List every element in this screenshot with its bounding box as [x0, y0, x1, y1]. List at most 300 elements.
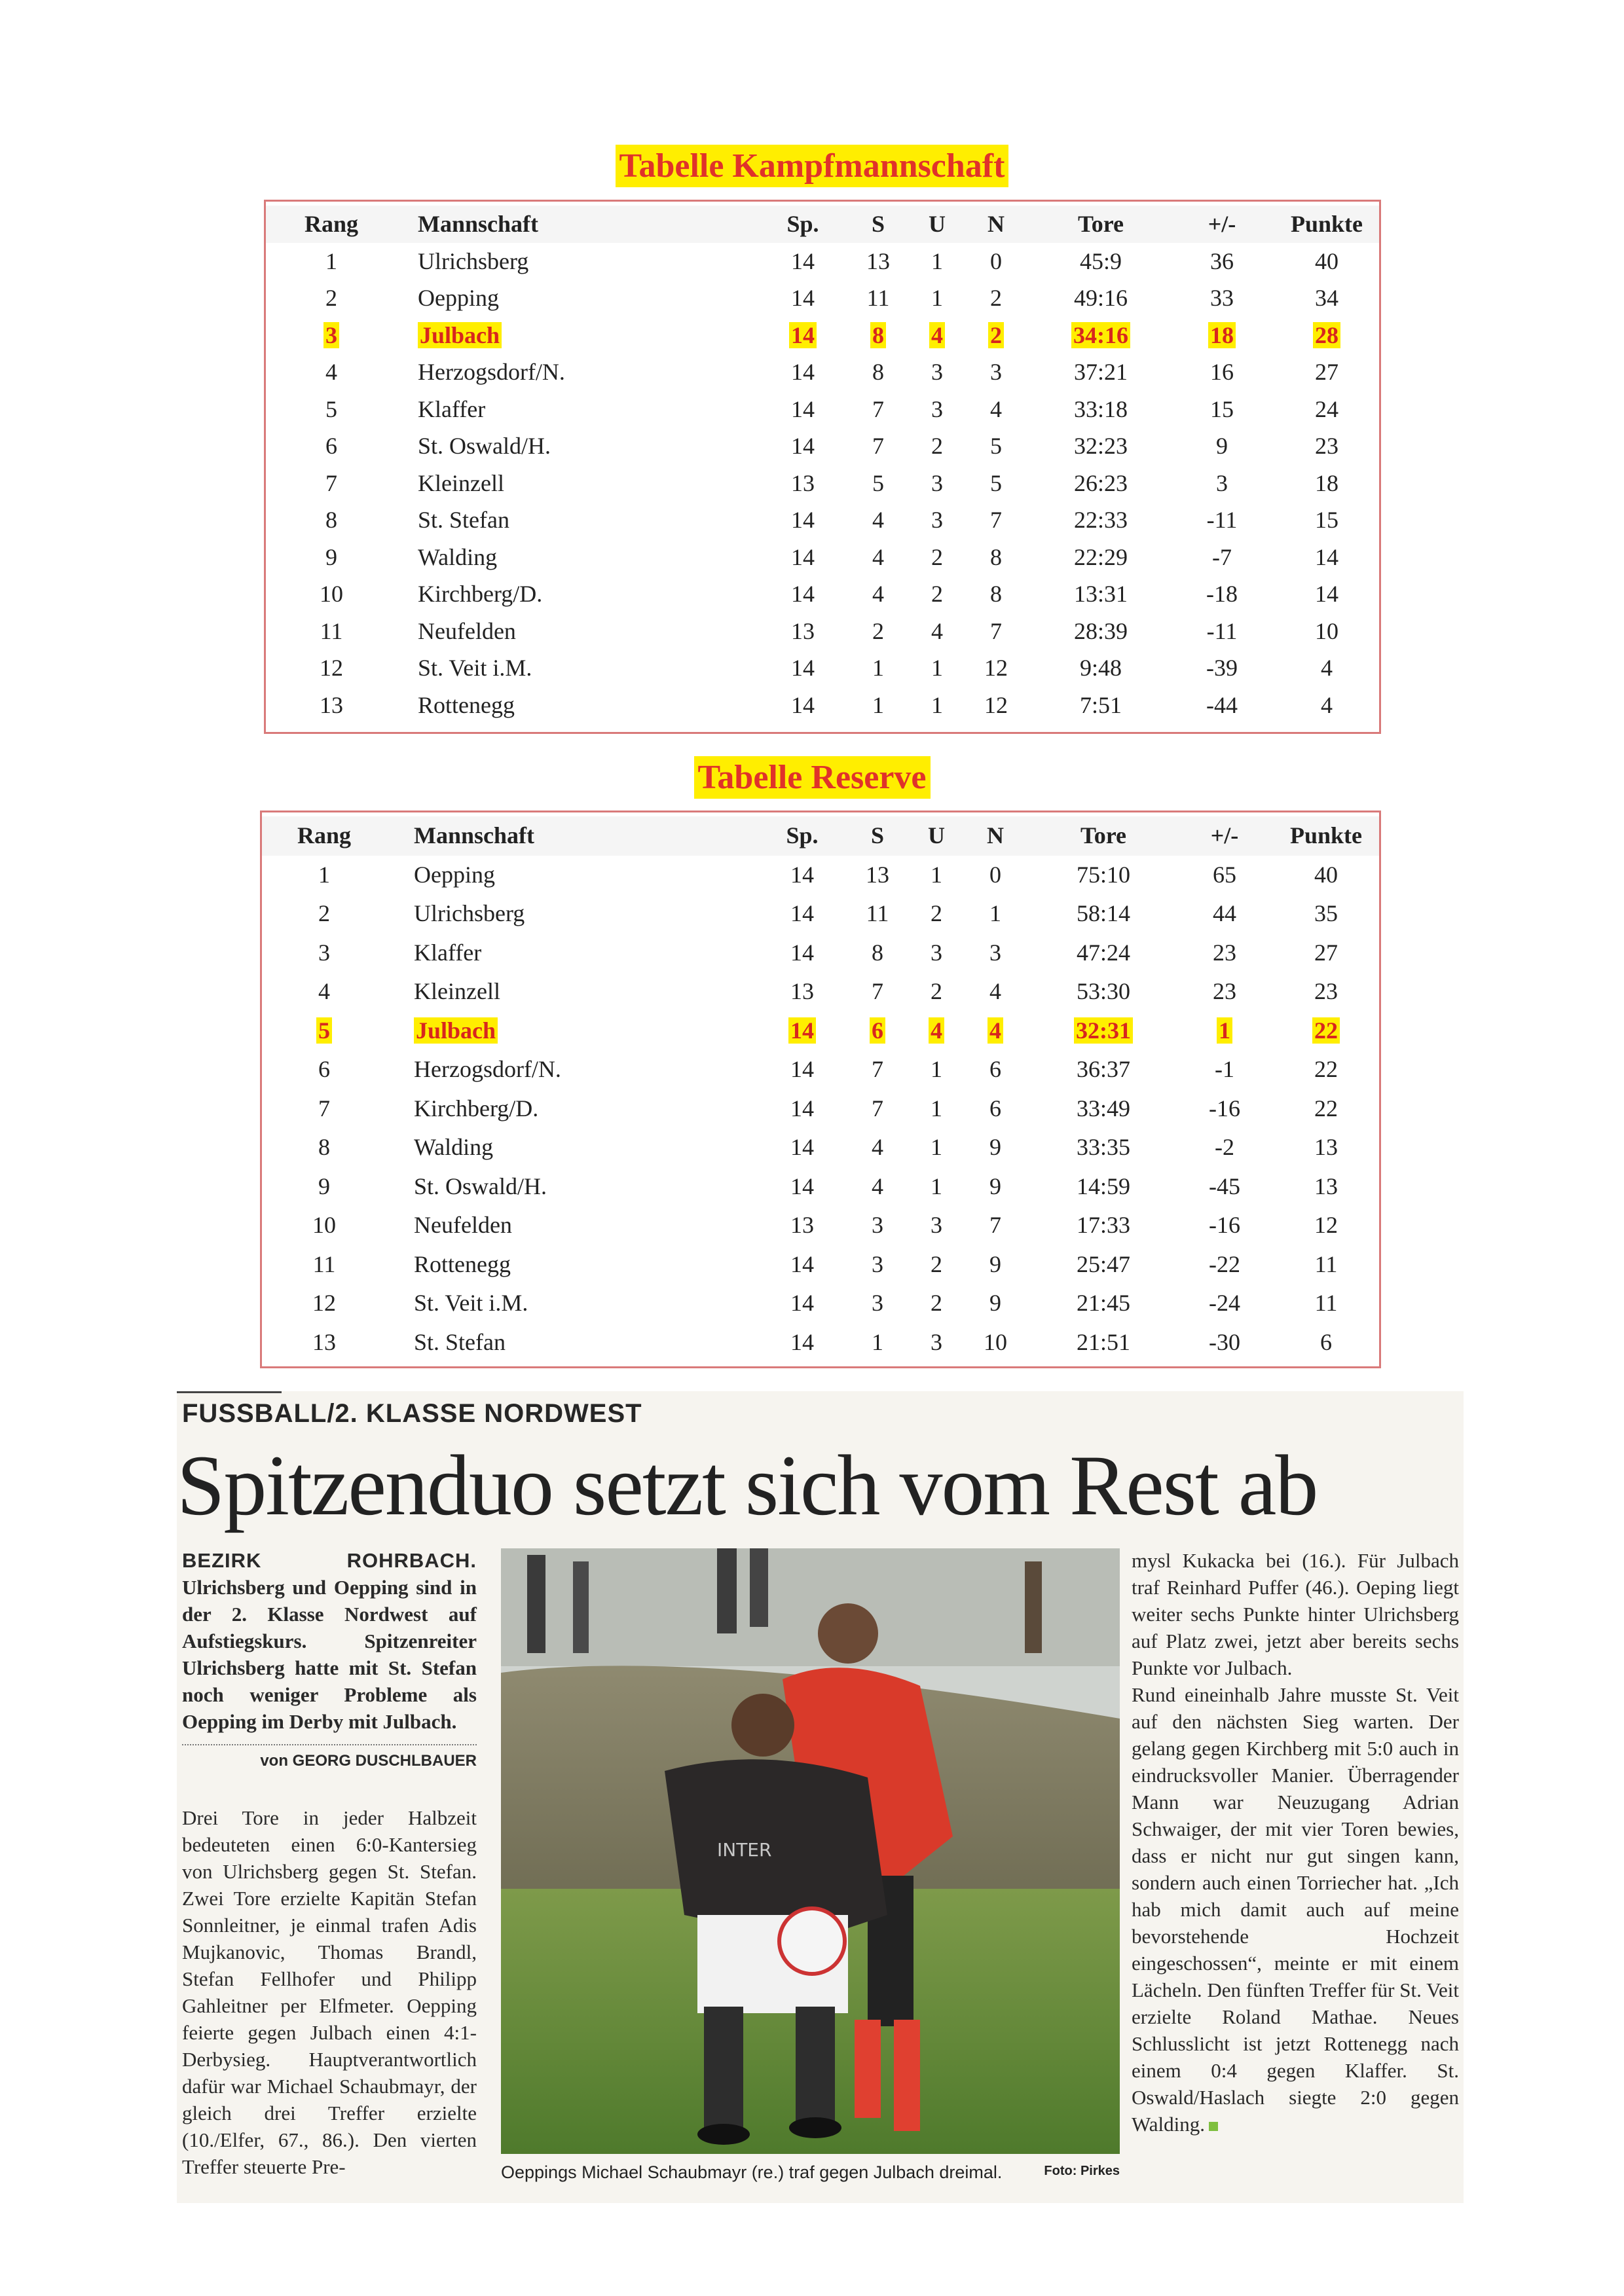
table-cell: 23: [1213, 978, 1236, 1004]
table-cell: 1: [325, 247, 337, 274]
table-row: [262, 1128, 1379, 1167]
table-cell: Klaffer: [418, 395, 486, 422]
table-cell: St. Veit i.M.: [418, 655, 532, 681]
table-header-row: [266, 206, 1379, 243]
table-cell: +/-: [1208, 211, 1236, 237]
table-cell: 6: [845, 1011, 910, 1051]
table-cell: 3: [931, 1328, 942, 1355]
table-cell: Herzogsdorf/N.: [418, 359, 565, 385]
table-cell: 5: [325, 395, 337, 422]
table-cell: -16: [1209, 1095, 1240, 1121]
table-cell: 47:24: [1076, 939, 1130, 966]
table-cell: Kleinzell: [414, 978, 500, 1004]
table-cell: 4: [990, 395, 1002, 422]
table-cell: 21:45: [1076, 1290, 1130, 1316]
table-cell: 1: [318, 861, 330, 888]
article-body-left: Drei Tore in jeder Halbzeit bedeuteten einen 6:0-Kantersieg von Ulrichsberg gegen St. Stefan. Zwei Tore erzielte Kapitän Stefan Sonnleitner, je einmal trafen Adis Mujkanovic, Thomas Brandl, Stefan Fellhofer und Philipp Gahleitner per Elfmeter. Oepping feierte gegen Julbach einen 4:1-Derbysieg. Hauptverantwortlich dafür war Michael Schaubmayr, der gleich drei Treffer erzielte (10./Elfer, 67., 86.). Den vierten Treffer steuerte Pre-: [182, 1806, 477, 2178]
table-cell: 53:30: [1076, 978, 1130, 1004]
table-cell: 3: [990, 359, 1002, 385]
table-cell: 5: [872, 469, 884, 496]
table-cell: 3: [1216, 469, 1228, 496]
table-cell: 22: [1280, 1011, 1372, 1051]
table-cell: 11: [312, 1250, 336, 1277]
table-cell: 34: [1315, 285, 1338, 311]
table-row: [266, 391, 1379, 428]
table-row: [262, 972, 1379, 1011]
football-players-image: [501, 1548, 1120, 2154]
table-cell: 75:10: [1076, 861, 1130, 888]
table-cell: St. Veit i.M.: [414, 1290, 528, 1316]
table-cell: St. Stefan: [414, 1328, 506, 1355]
table-cell: 5: [288, 1011, 360, 1051]
table-cell: 1: [931, 1173, 942, 1199]
table-cell: 8: [325, 507, 337, 533]
table-cell: 23: [1213, 939, 1236, 966]
table-cell: 14: [790, 1134, 814, 1160]
table-cell: 2: [872, 617, 884, 644]
table-cell: 40: [1315, 247, 1338, 274]
table-cell: 13: [320, 691, 343, 718]
table-cell: 3: [872, 1250, 883, 1277]
table-cell: 8: [318, 1134, 330, 1160]
table-cell: St. Oswald/H.: [414, 1173, 547, 1199]
table-cell: 6: [1320, 1328, 1332, 1355]
table-cell: 33: [1210, 285, 1234, 311]
kicker-rule: [177, 1391, 282, 1393]
table-cell: 9:48: [1079, 655, 1122, 681]
table-cell: 33:49: [1076, 1095, 1130, 1121]
table-cell: Ulrichsberg: [414, 900, 525, 926]
table-cell: 9: [989, 1290, 1001, 1316]
table-cell: 23: [1315, 433, 1338, 459]
table-cell: 3: [989, 939, 1001, 966]
table-cell: Kleinzell: [418, 469, 504, 496]
table-cell: 9: [318, 1173, 330, 1199]
table-cell: U: [928, 822, 945, 848]
table-cell: 10: [312, 1212, 336, 1238]
table-cell: 2: [963, 317, 1029, 354]
table-cell: 18: [1173, 317, 1271, 354]
article-column-right: [1132, 1547, 1459, 2138]
table-cell: 14: [791, 359, 815, 385]
table-cell: N: [987, 822, 1004, 848]
table-cell: 1: [931, 655, 943, 681]
table-cell: 14: [1315, 543, 1338, 570]
table-cell: 13: [1314, 1134, 1338, 1160]
table-cell: U: [929, 211, 946, 237]
table-cell: 13: [790, 978, 814, 1004]
table-cell: 4: [963, 1011, 1028, 1051]
table-cell: 4: [872, 581, 884, 607]
table-cell: 22:29: [1073, 543, 1128, 570]
table-cell: 7: [872, 395, 884, 422]
table-cell: 12: [1314, 1212, 1338, 1238]
table-cell: N: [987, 211, 1005, 237]
table-cell: 7: [989, 1212, 1001, 1238]
table-row: [266, 575, 1379, 613]
table-cell: 3: [931, 939, 942, 966]
table-cell: -7: [1212, 543, 1232, 570]
match-photo: [501, 1548, 1120, 2154]
table-cell: 40: [1314, 861, 1338, 888]
table-cell: 10: [984, 1328, 1007, 1355]
table-cell: 7: [325, 469, 337, 496]
table-cell: 7: [872, 433, 884, 459]
table-cell: 7: [872, 978, 883, 1004]
table-cell: 4: [872, 507, 884, 533]
table-cell: 34:16: [1035, 317, 1166, 354]
table-cell: 27: [1315, 359, 1338, 385]
table-row: [266, 649, 1379, 687]
table-cell: 15: [1210, 395, 1234, 422]
table-row: [262, 856, 1379, 895]
table-row: [262, 934, 1379, 973]
table-cell: 14: [1315, 581, 1338, 607]
table-cell: 14: [763, 1011, 841, 1051]
table-cell: Sp.: [786, 211, 819, 237]
table-cell: 14: [791, 433, 815, 459]
table-cell: 12: [312, 1290, 336, 1316]
table-cell: 8: [872, 359, 884, 385]
table1: [264, 200, 1381, 734]
table-cell: 7: [318, 1095, 330, 1121]
table-cell: 13: [866, 247, 890, 274]
table-cell: Tore: [1077, 211, 1124, 237]
table-cell: 49:16: [1073, 285, 1128, 311]
table-cell: 8: [872, 939, 883, 966]
table-cell: Walding: [414, 1134, 494, 1160]
table-cell: -2: [1215, 1134, 1234, 1160]
table-cell: 5: [990, 433, 1002, 459]
table-cell: 7: [990, 507, 1002, 533]
table-cell: 14: [790, 1250, 814, 1277]
table-cell: 36:37: [1076, 1056, 1130, 1082]
table-row: [266, 613, 1379, 650]
table-cell: 14: [791, 285, 815, 311]
table-cell: Kirchberg/D.: [414, 1095, 539, 1121]
table-cell: 6: [318, 1056, 330, 1082]
table-cell: 3: [872, 1290, 883, 1316]
table-row: [262, 1050, 1379, 1089]
table-cell: 14: [790, 1056, 814, 1082]
table-cell: 1: [931, 691, 943, 718]
table-cell: 7:51: [1079, 691, 1122, 718]
table-cell: Oepping: [418, 285, 499, 311]
article-location: BEZIRK ROHRBACH.: [182, 1549, 477, 1572]
table-cell: -11: [1206, 617, 1238, 644]
table-cell: 58:14: [1076, 900, 1130, 926]
table-cell: 28: [1281, 317, 1373, 354]
table-cell: 3: [318, 939, 330, 966]
table-cell: 24: [1315, 395, 1338, 422]
table-row: [266, 280, 1379, 317]
table-cell: -24: [1209, 1290, 1240, 1316]
table-cell: 7: [872, 1095, 883, 1121]
table-row: [266, 243, 1379, 280]
table-cell: 25:47: [1076, 1250, 1130, 1277]
table-cell: -11: [1206, 507, 1238, 533]
table-row: [262, 1089, 1379, 1129]
table-cell: 27: [1314, 939, 1338, 966]
table-cell: 13:31: [1073, 581, 1128, 607]
table-cell: 14: [791, 395, 815, 422]
table-row: [262, 1245, 1379, 1285]
table-cell: 2: [931, 900, 942, 926]
table-cell: 14: [791, 581, 815, 607]
table-cell: 9: [989, 1173, 1001, 1199]
article-lead: BEZIRK ROHRBACH. Ulrichsberg und Oepping sind in der 2. Klasse Nordwest auf Aufstiegskurs. Spitzenreiter Ulrichsberg hatte mit St. Stefan noch weniger Probleme als Oepping im Derby mit Julbach.: [182, 1549, 477, 1733]
table-cell: Oepping: [414, 861, 495, 888]
table-cell: 4: [931, 617, 943, 644]
table-cell: 37:21: [1073, 359, 1128, 385]
table-cell: -1: [1215, 1056, 1234, 1082]
table-row: [266, 501, 1379, 539]
table-cell: -18: [1206, 581, 1238, 607]
table-cell: 14: [791, 543, 815, 570]
table-cell: 2: [931, 543, 943, 570]
table-row: [262, 894, 1379, 934]
table-cell: 14: [791, 691, 815, 718]
photo-caption: Oeppings Michael Schaubmayr (re.) traf gegen Julbach dreimal. Foto: Pirkes: [501, 2162, 1120, 2182]
table-cell: 1: [931, 1095, 942, 1121]
table-cell: 2: [325, 285, 337, 311]
table-cell: 1: [931, 1056, 942, 1082]
jersey-text: INTER: [717, 1839, 772, 1861]
table-cell: 5: [990, 469, 1002, 496]
table-cell: 6: [325, 433, 337, 459]
table-cell: 13: [791, 469, 815, 496]
table-row: [262, 1323, 1379, 1362]
table-cell: Rang: [304, 211, 359, 237]
table-cell: 35: [1314, 900, 1338, 926]
table-cell: Julbach: [418, 317, 680, 354]
table-cell: Neufelden: [418, 617, 516, 644]
table-cell: 1: [931, 285, 943, 311]
table-cell: 1: [931, 247, 943, 274]
table-cell: 4: [989, 978, 1001, 1004]
table-cell: -16: [1209, 1212, 1240, 1238]
table-cell: 1: [872, 1328, 883, 1355]
table-cell: 22: [1314, 1095, 1338, 1121]
table-cell: 3: [931, 507, 943, 533]
table-cell: 1: [872, 655, 884, 681]
table-cell: 6: [989, 1056, 1001, 1082]
table-cell: Mannschaft: [418, 211, 539, 237]
table-cell: 3: [931, 359, 943, 385]
table-cell: 9: [989, 1134, 1001, 1160]
table-cell: 2: [931, 1290, 942, 1316]
table-cell: 2: [990, 285, 1002, 311]
article-byline: von GEORG DUSCHLBAUER: [182, 1744, 477, 1770]
table-cell: 3: [931, 395, 943, 422]
table-cell: -44: [1206, 691, 1238, 718]
table-cell: S: [871, 211, 885, 237]
table-cell: 1: [931, 861, 942, 888]
table-cell: 36: [1210, 247, 1234, 274]
table2: [260, 811, 1381, 1368]
table-cell: Rang: [297, 822, 352, 848]
table-row: [262, 1284, 1379, 1323]
table-row: [266, 465, 1379, 502]
table-cell: 14: [791, 655, 815, 681]
table-cell: 7: [990, 617, 1002, 644]
table-cell: 13: [866, 861, 889, 888]
table-cell: St. Stefan: [418, 507, 509, 533]
table-cell: 7: [872, 1056, 883, 1082]
table-cell: 2: [931, 1250, 942, 1277]
table-cell: 16: [1210, 359, 1234, 385]
table-cell: 3: [872, 1212, 883, 1238]
table-cell: 14: [790, 1173, 814, 1199]
table-row: [266, 317, 1379, 354]
table-cell: 4: [911, 317, 963, 354]
article-column-left: [182, 1547, 477, 2180]
table-cell: Herzogsdorf/N.: [414, 1056, 561, 1082]
table-cell: 2: [931, 978, 942, 1004]
table-cell: Walding: [418, 543, 498, 570]
table-cell: 32:31: [1038, 1011, 1169, 1051]
table-row: [262, 1206, 1379, 1245]
table-cell: -30: [1209, 1328, 1240, 1355]
table-cell: 4: [872, 1134, 883, 1160]
table-cell: 10: [1315, 617, 1338, 644]
table-cell: 3: [931, 469, 943, 496]
table-row: [266, 354, 1379, 391]
table-cell: 4: [1321, 655, 1333, 681]
table-cell: 0: [989, 861, 1001, 888]
table-cell: 44: [1213, 900, 1236, 926]
table-cell: 23: [1314, 978, 1338, 1004]
table-cell: 11: [1314, 1250, 1338, 1277]
table-cell: 4: [872, 1173, 883, 1199]
table-cell: 28:39: [1073, 617, 1128, 644]
table-row: [262, 1011, 1379, 1051]
table-cell: 2: [931, 581, 943, 607]
table-cell: 14: [764, 317, 842, 354]
table-cell: 4: [325, 359, 337, 385]
table-cell: 3: [931, 1212, 942, 1238]
table-cell: 33:35: [1076, 1134, 1130, 1160]
table2-title: Tabelle Reserve: [0, 761, 1624, 795]
table-cell: 13: [791, 617, 815, 644]
table-cell: 45:9: [1079, 247, 1122, 274]
table-cell: 4: [318, 978, 330, 1004]
table-cell: 11: [866, 900, 889, 926]
table-cell: 9: [1216, 433, 1228, 459]
table-cell: -22: [1209, 1250, 1240, 1277]
table-header-row: [262, 816, 1379, 856]
table-cell: 12: [984, 655, 1008, 681]
article-kicker: FUSSBALL/2. KLASSE NORDWEST: [182, 1399, 642, 1428]
table-cell: -39: [1206, 655, 1238, 681]
table-cell: 14:59: [1076, 1173, 1130, 1199]
table-cell: 14: [790, 1328, 814, 1355]
table-cell: 22: [1314, 1056, 1338, 1082]
news-article: [177, 1391, 1464, 2203]
table-cell: 14: [790, 900, 814, 926]
table-cell: 11: [320, 617, 343, 644]
table-cell: 13: [790, 1212, 814, 1238]
table-cell: Kirchberg/D.: [418, 581, 543, 607]
table-cell: 1: [872, 691, 884, 718]
table-cell: 0: [990, 247, 1002, 274]
table-cell: 8: [990, 543, 1002, 570]
table-cell: 14: [790, 1095, 814, 1121]
table-row: [262, 1167, 1379, 1207]
table-cell: Tore: [1080, 822, 1126, 848]
table-cell: Ulrichsberg: [418, 247, 529, 274]
table-cell: 13: [312, 1328, 336, 1355]
table-cell: 8: [845, 317, 911, 354]
table-cell: Sp.: [786, 822, 819, 848]
table-cell: 3: [292, 317, 371, 354]
table-cell: S: [870, 822, 885, 848]
table-cell: 6: [989, 1095, 1001, 1121]
article-body-right-2: Rund eineinhalb Jahre musste St. Veit auf den nächsten Sieg warten. Der gelang gegen Kirchberg mit 5:0 auch in eindrucksvoller Manier. Überragender Mann war Neuzugang Adrian Schwaiger, der mit vier Toren bewies, dass er nicht nur gut singen kann, sondern auch einen Torriecher hat. „Ich hab mich damit auch auf meine bevorstehende Hochzeit eingeschossen“, meinte er mit einem Lächeln. Den fünften Treffer für St. Veit erzielte Roland Mathae. Neues Schlusslicht ist jetzt Rottenegg nach einem 0:4 gegen Klaffer. St. Oswald/Haslach siegte 2:0 gegen Walding.: [1132, 1683, 1459, 2136]
table-cell: Klaffer: [414, 939, 482, 966]
end-mark-icon: [1209, 2122, 1218, 2131]
table-cell: 12: [320, 655, 343, 681]
table-cell: 33:18: [1073, 395, 1128, 422]
table-cell: 13: [1314, 1173, 1338, 1199]
table-cell: 2: [318, 900, 330, 926]
article-body-right-1: mysl Kukacka bei (16.). Für Julbach traf Reinhard Puffer (46.). Oeping liegt weiter sechs Punkte hinter Ulrichsberg auf Platz zwei, jetzt aber bereits sechs Punkte vor Julbach.: [1132, 1549, 1459, 1679]
table-cell: 22:33: [1073, 507, 1128, 533]
table-cell: St. Oswald/H.: [418, 433, 551, 459]
table-cell: 1: [1175, 1011, 1274, 1051]
photo-credit: Foto: Pirkes: [1044, 2164, 1120, 2178]
table-cell: 32:23: [1073, 433, 1128, 459]
table-cell: +/-: [1210, 822, 1239, 848]
table-cell: 2: [931, 433, 943, 459]
table-cell: 65: [1213, 861, 1236, 888]
table-cell: 14: [790, 1290, 814, 1316]
table-cell: 26:23: [1073, 469, 1128, 496]
table-cell: Punkte: [1289, 822, 1363, 848]
table-row: [266, 687, 1379, 724]
table-cell: Punkte: [1290, 211, 1363, 237]
table-cell: 4: [1321, 691, 1333, 718]
table-cell: 15: [1315, 507, 1338, 533]
table-row: [266, 539, 1379, 576]
article-headline: Spitzenduo setzt sich vom Rest ab: [177, 1437, 1318, 1533]
table-cell: Neufelden: [414, 1212, 512, 1238]
table-cell: 11: [866, 285, 890, 311]
table-cell: 4: [872, 543, 884, 570]
table-cell: Julbach: [414, 1011, 676, 1051]
table-cell: 9: [325, 543, 337, 570]
table-cell: 4: [910, 1011, 963, 1051]
table-cell: Rottenegg: [414, 1250, 511, 1277]
table-cell: 14: [791, 247, 815, 274]
table-cell: 14: [791, 507, 815, 533]
table-cell: 8: [990, 581, 1002, 607]
table-cell: 14: [790, 939, 814, 966]
table-cell: 14: [790, 861, 814, 888]
table-cell: 12: [984, 691, 1008, 718]
table-cell: 11: [1314, 1290, 1338, 1316]
table-cell: Rottenegg: [418, 691, 515, 718]
table-cell: 18: [1315, 469, 1338, 496]
table-cell: -45: [1209, 1173, 1240, 1199]
table-cell: 17:33: [1076, 1212, 1130, 1238]
table-cell: 1: [989, 900, 1001, 926]
table-cell: 9: [989, 1250, 1001, 1277]
table-cell: 21:51: [1076, 1328, 1130, 1355]
table1-title: Tabelle Kampfmannschaft: [0, 149, 1624, 183]
table-cell: 10: [320, 581, 343, 607]
table-cell: Mannschaft: [414, 822, 535, 848]
